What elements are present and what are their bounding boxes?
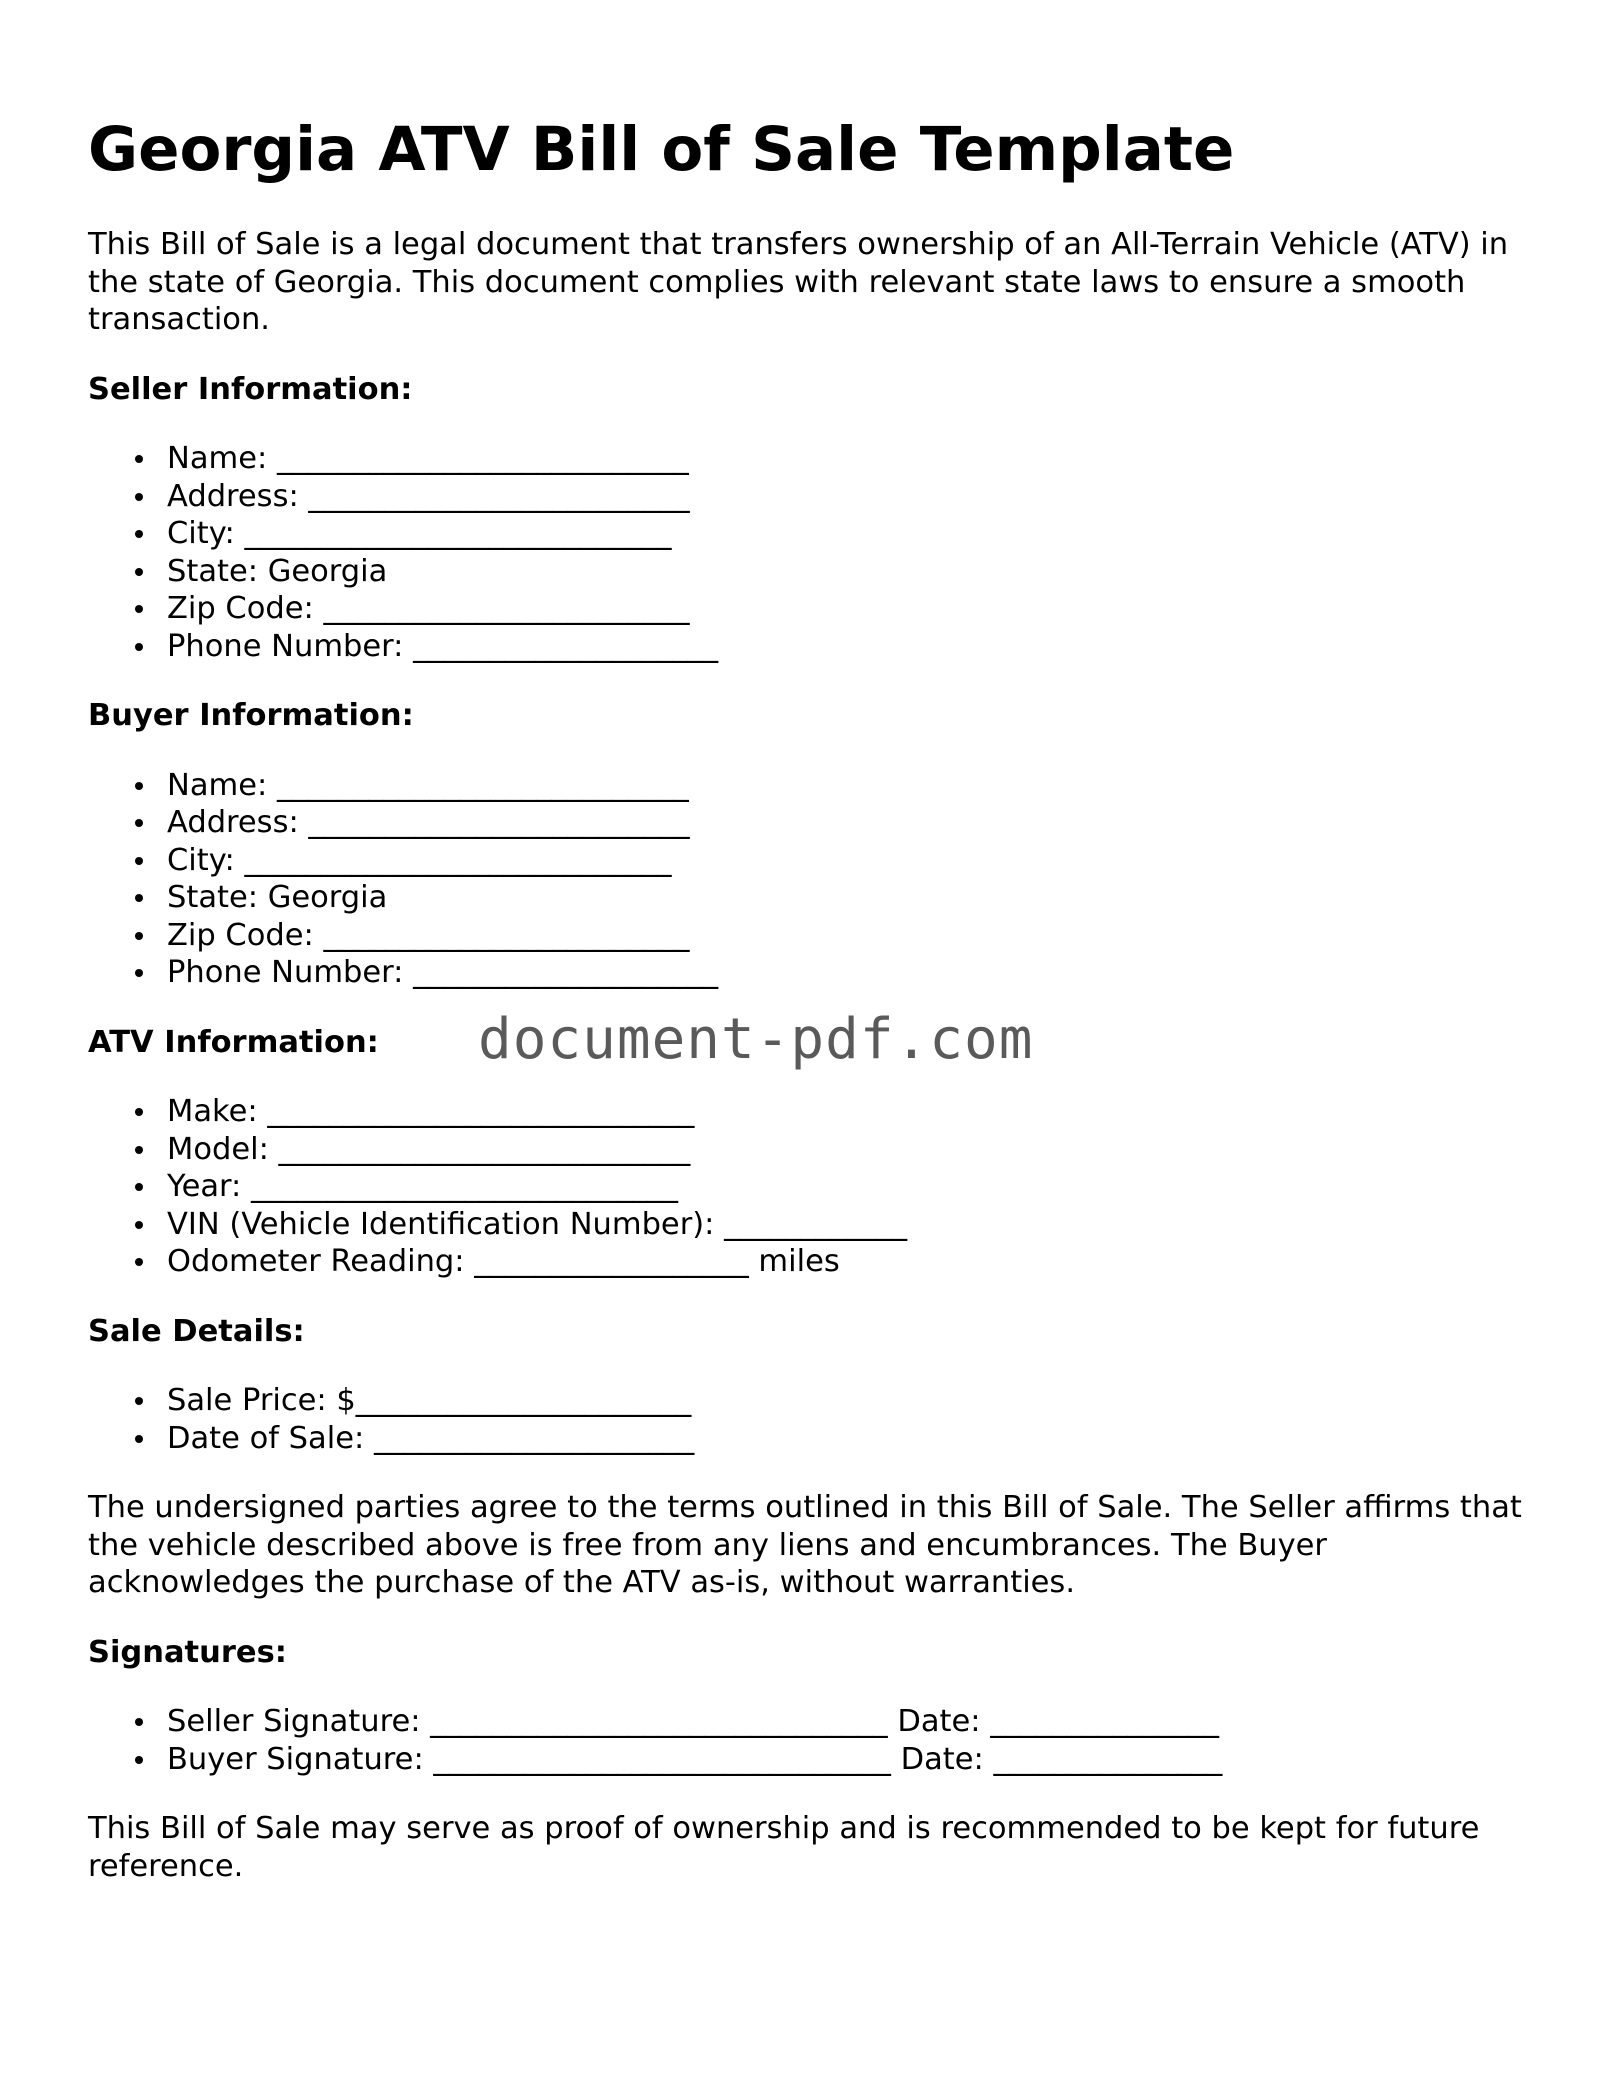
seller-signature-field: Seller Signature: ______________________________ Date: _______________ xyxy=(167,1703,1528,1741)
seller-name-field: Name: ___________________________ xyxy=(167,440,1528,478)
signatures-heading: Signatures: xyxy=(88,1634,287,1670)
atv-odometer-field: Odometer Reading: __________________ miles xyxy=(167,1243,1528,1281)
buyer-signature-field: Buyer Signature: ______________________________ Date: _______________ xyxy=(167,1741,1528,1779)
sale-heading: Sale Details: xyxy=(88,1313,305,1349)
agreement-paragraph: The undersigned parties agree to the terms outlined in this Bill of Sale. The Seller affirms that the vehicle described above is free from any liens and encumbrances. The Buyer acknowledges the purchase of the ATV as-is, without warranties. xyxy=(88,1490,1522,1600)
sale-list xyxy=(88,1382,1528,1457)
bill-of-sale-document xyxy=(88,108,1528,1885)
closing-paragraph: This Bill of Sale may serve as proof of ownership and is recommended to be kept for future reference. xyxy=(88,1811,1480,1884)
sale-date-field: Date of Sale: _____________________ xyxy=(167,1420,1528,1458)
seller-address-field: Address: _________________________ xyxy=(167,478,1528,516)
atv-make-field: Make: ____________________________ xyxy=(167,1093,1528,1131)
seller-phone-field: Phone Number: ____________________ xyxy=(167,628,1528,666)
atv-heading: ATV Information: xyxy=(88,1024,379,1060)
seller-state-field: State: Georgia xyxy=(167,553,1528,591)
watermark: document-pdf.com xyxy=(478,1007,1034,1072)
page-title: Georgia ATV Bill of Sale Template xyxy=(88,114,1235,185)
buyer-zip-field: Zip Code: ________________________ xyxy=(167,917,1528,955)
atv-vin-field: VIN (Vehicle Identification Number): ____________ xyxy=(167,1206,1528,1244)
buyer-phone-field: Phone Number: ____________________ xyxy=(167,954,1528,992)
buyer-state-field: State: Georgia xyxy=(167,879,1528,917)
seller-heading: Seller Information: xyxy=(88,371,413,407)
sale-price-field: Sale Price: $______________________ xyxy=(167,1382,1528,1420)
seller-zip-field: Zip Code: ________________________ xyxy=(167,590,1528,628)
atv-list xyxy=(88,1093,1528,1281)
seller-list xyxy=(88,440,1528,665)
buyer-address-field: Address: _________________________ xyxy=(167,804,1528,842)
buyer-name-field: Name: ___________________________ xyxy=(167,767,1528,805)
buyer-list xyxy=(88,767,1528,992)
atv-year-field: Year: ____________________________ xyxy=(167,1168,1528,1206)
buyer-city-field: City: ____________________________ xyxy=(167,842,1528,880)
buyer-heading: Buyer Information: xyxy=(88,698,414,733)
seller-city-field: City: ____________________________ xyxy=(167,515,1528,553)
signatures-list xyxy=(88,1703,1528,1778)
atv-model-field: Model: ___________________________ xyxy=(167,1131,1528,1169)
intro-paragraph: This Bill of Sale is a legal document that transfers ownership of an All-Terrain Vehicle (ATV) in the state of Georgia. This document complies with relevant state laws to ensure a smooth transaction. xyxy=(88,227,1509,337)
